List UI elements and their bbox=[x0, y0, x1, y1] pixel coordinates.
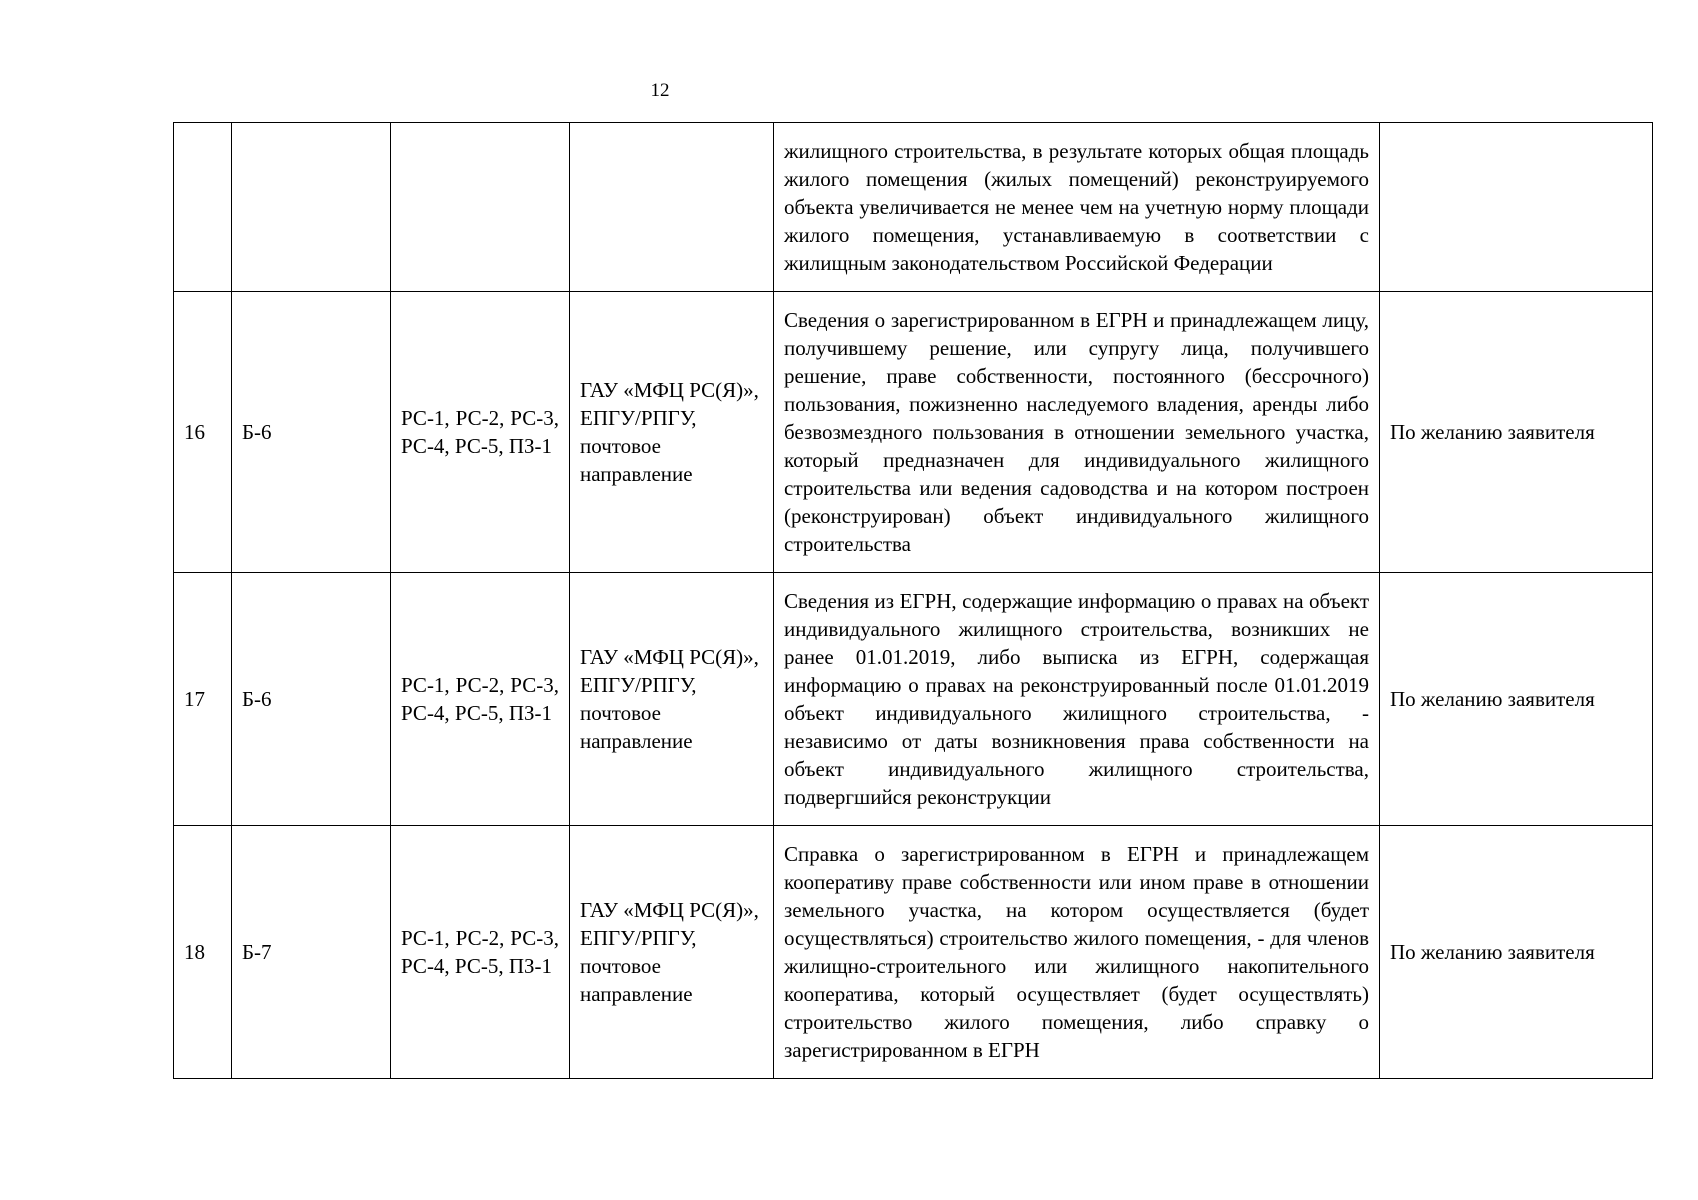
note-cell bbox=[1380, 573, 1653, 826]
source-cell bbox=[570, 123, 774, 292]
table-row bbox=[174, 826, 1653, 1079]
row-number-cell bbox=[174, 123, 232, 292]
note-text: По желанию заявителя bbox=[1390, 687, 1595, 711]
documents-table bbox=[173, 122, 1653, 1079]
row-number-cell: 17 bbox=[174, 573, 232, 826]
page-number: 12 bbox=[650, 80, 670, 101]
note-cell bbox=[1380, 292, 1653, 573]
table-row bbox=[174, 573, 1653, 826]
source-cell: ГАУ «МФЦ РС(Я)», ЕПГУ/РПГУ, почтовое направление bbox=[570, 573, 774, 826]
description-cell: Справка о зарегистрированном в ЕГРН и принадлежащем кооперативу праве собственности или ином праве в отношении земельного участка, на котором осуществляется (будет осуществляться) строительство жилого помещения, - для членов жилищно-строительного или жилищного накопительного кооператива, который осуществляет (будет осуществлять) строительство жилого помещения, либо справку о зарегистрированном в ЕГРН bbox=[774, 826, 1380, 1079]
basis-cell: РС-1, РС-2, РС-3, РС-4, РС-5, ПЗ-1 bbox=[391, 292, 570, 573]
row-number-cell: 16 bbox=[174, 292, 232, 573]
note-text: По желанию заявителя bbox=[1390, 420, 1595, 444]
description-cell: Сведения о зарегистрированном в ЕГРН и принадлежащем лицу, получившему решение, или супругу лица, получившего решение, праве собственности, постоянного (бессрочного) пользования, пожизненно наследуемого владения, аренды либо безвозмездного пользования в отношении земельного участка, который предназначен для индивидуального жилищного строительства или ведения садоводства и на котором построен (реконструирован) объект индивидуального жилищного строительства bbox=[774, 292, 1380, 573]
document-code-cell: Б-6 bbox=[232, 573, 391, 826]
document-code-cell: Б-6 bbox=[232, 292, 391, 573]
basis-cell bbox=[391, 123, 570, 292]
basis-cell: РС-1, РС-2, РС-3, РС-4, РС-5, ПЗ-1 bbox=[391, 573, 570, 826]
document-code-cell: Б-7 bbox=[232, 826, 391, 1079]
source-cell: ГАУ «МФЦ РС(Я)», ЕПГУ/РПГУ, почтовое направление bbox=[570, 826, 774, 1079]
description-cell: жилищного строительства, в результате которых общая площадь жилого помещения (жилых помещений) реконструируемого объекта увеличивается не менее чем на учетную норму площади жилого помещения, устанавливаемую в соответствии с жилищным законодательством Российской Федерации bbox=[774, 123, 1380, 292]
basis-cell: РС-1, РС-2, РС-3, РС-4, РС-5, ПЗ-1 bbox=[391, 826, 570, 1079]
row-number-cell: 18 bbox=[174, 826, 232, 1079]
note-cell bbox=[1380, 123, 1653, 292]
table-row bbox=[174, 292, 1653, 573]
description-cell: Сведения из ЕГРН, содержащие информацию о правах на объект индивидуального жилищного строительства, возникших не ранее 01.01.2019, либо выписка из ЕГРН, содержащая информацию о правах на реконструированный после 01.01.2019 объект индивидуального жилищного строительства, - независимо от даты возникновения права собственности на объект индивидуального жилищного строительства, подвергшийся реконструкции bbox=[774, 573, 1380, 826]
source-cell: ГАУ «МФЦ РС(Я)», ЕПГУ/РПГУ, почтовое направление bbox=[570, 292, 774, 573]
document-code-cell bbox=[232, 123, 391, 292]
note-cell bbox=[1380, 826, 1653, 1079]
note-text: По желанию заявителя bbox=[1390, 940, 1595, 964]
table-row bbox=[174, 123, 1653, 292]
